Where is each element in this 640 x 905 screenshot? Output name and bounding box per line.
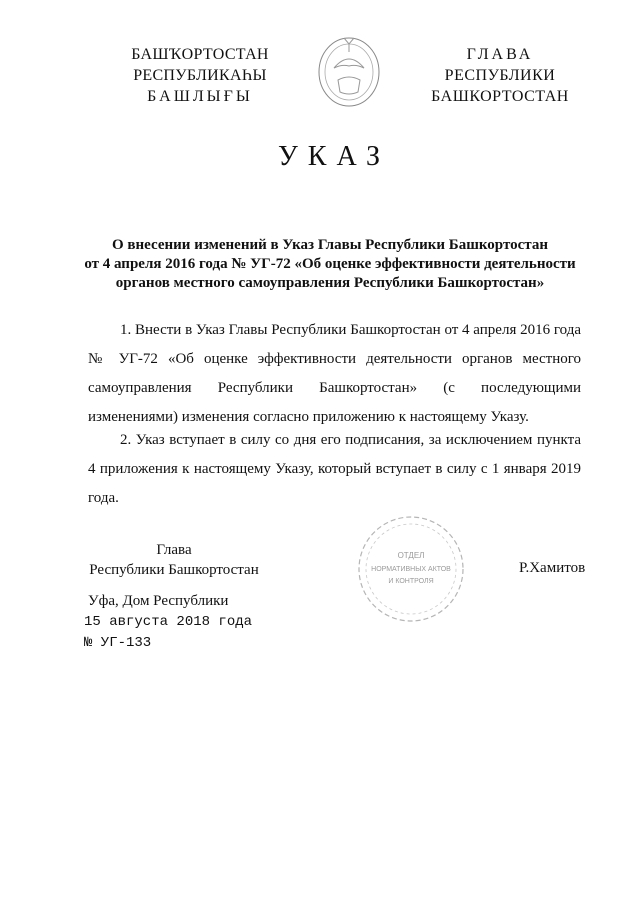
paragraph-1: 1. Внести в Указ Главы Республики Башкортостан от 4 апреля 2016 года № УГ-72 «Об оценке эффективности деятельности органов местного самоуправления Республики Башкортостан» (с последующими изменениями) изменения согласно приложению к настоящему Указу. — [88, 322, 581, 425]
header-right-block — [395, 44, 605, 107]
document-subject — [80, 236, 580, 293]
signatory-name: Р.Хамитов — [519, 560, 586, 576]
header-left-block — [100, 44, 300, 107]
subject-line-2: от 4 апреля 2016 года № УГ-72 «Об оценке эффективности деятельности — [84, 256, 576, 272]
subject-line-1: О внесении изменений в Указ Главы Республики Башкортостан — [112, 237, 548, 253]
signatory-position-line-2: Республики Башкортостан — [89, 562, 259, 578]
decree-number: № УГ-133 — [84, 635, 152, 651]
signing-date: 15 августа 2018 года — [84, 614, 253, 630]
header-left-line-3: БАШЛЫҒЫ — [147, 88, 253, 105]
header-left-line-2: РЕСПУБЛИКАҺЫ — [133, 67, 267, 84]
signatory-position-line-1: Глава — [156, 542, 192, 558]
header-right-line-2: РЕСПУБЛИКИ — [444, 67, 556, 84]
header-left-line-1: БАШҠОРТОСТАН — [131, 46, 269, 63]
header-right-line-3: БАШКОРТОСТАН — [431, 88, 569, 105]
official-stamp — [355, 513, 467, 625]
paragraph-2: 2. Указ вступает в силу со дня его подписания, за исключением пункта 4 приложения к настоящему Указу, который вступает в силу с 1 января 2019 года. — [88, 432, 581, 506]
signing-place: Уфа, Дом Республики — [88, 593, 229, 609]
document-title: УКАЗ — [277, 141, 391, 172]
stamp-line-2: НОРМАТИВНЫХ АКТОВ — [371, 566, 451, 573]
header-right-line-1: ГЛАВА — [466, 46, 534, 63]
subject-line-3: органов местного самоуправления Республики Башкортостан» — [115, 275, 545, 291]
signatory-position — [88, 540, 260, 580]
stamp-line-1: ОТДЕЛ — [397, 551, 425, 560]
coat-of-arms-icon — [314, 30, 384, 110]
stamp-line-3: И КОНТРОЛЯ — [388, 578, 434, 585]
